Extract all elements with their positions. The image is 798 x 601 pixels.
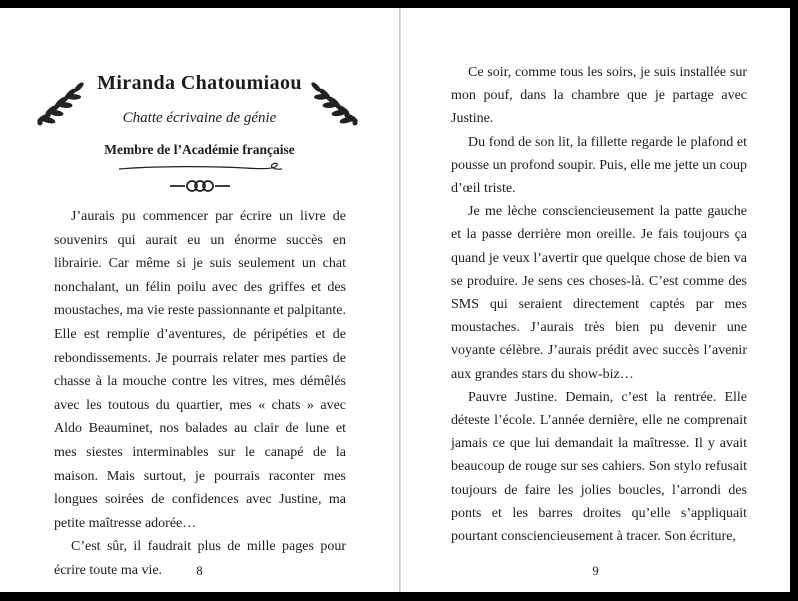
- paragraph: Je me lèche consciencieusement la patte gauche et la passe derrière mon oreille. Je fais toujours ça quand je veux l’avertir que quelque chose de bien va se produire. Je sens ces choses-là. C’est comme des SMS qui seraient directement captés par mes moustaches. J’aurais très bien pu devenir une voyante célèbre. J’aurais prédit avec succès l’avenir aux grandes stars du show-biz…: [451, 204, 747, 382]
- section-divider: [0, 177, 399, 200]
- letterbox-bottom: [0, 592, 798, 601]
- chapter-affiliation: Membre de l’Académie française: [104, 142, 295, 157]
- letterbox-right: [790, 0, 798, 601]
- right-page-text: [451, 61, 747, 548]
- paragraph: Pauvre Justine. Demain, c’est la rentrée. Elle déteste l’école. L’année dernière, elle ne comprenait jamais ce que lui demandait la maîtresse. Il y avait beaucoup de rouge sur ses cahiers. Son stylo refusait toujours de faire les jolies boucles, l’arrondi des ponts et les barres droites qu’elle s’appliquait pourtant consciencieusement à tracer. Son écriture,: [451, 389, 747, 545]
- coil-divider-icon: [168, 177, 232, 195]
- left-page: [0, 8, 399, 592]
- page-number-right: 9: [592, 564, 599, 578]
- book-spread: [0, 8, 790, 592]
- page-number-left: 8: [196, 564, 203, 578]
- letterbox-top: [0, 0, 798, 8]
- chapter-subtitle: Chatte écrivaine de génie: [122, 110, 277, 126]
- paragraph: Ce soir, comme tous les soirs, je suis installée sur mon pouf, dans la chambre que je partage avec Justine.: [451, 65, 747, 127]
- paragraph: C’est sûr, il faudrait plus de mille pages pour écrire toute ma vie.: [54, 539, 346, 578]
- paragraph: J’aurais pu commencer par écrire un livre de souvenirs qui aurait eu un énorme succès en librairie. Car même si je suis seulement un chat nonchalant, un félin poilu avec des griffes et des moustaches, ma vie reste passionnante et palpitante. Elle est remplie d’aventures, de péripéties et de rebondissements. Je pourrais relater mes parties de chasse à la mouche contre les vitres, mes démêlés avec les toutous du quartier, mes « chats » avec Aldo Beauminet, nos balades au clair de lune et mes siestes interminables sur le canapé de la maison. Mais surtout, je pourrais raconter mes longues soirées de confidences avec Justine, ma petite maîtresse adorée…: [54, 209, 346, 531]
- left-page-text: [54, 205, 346, 583]
- paragraph: Du fond de son lit, la fillette regarde le plafond et pousse un profond soupir. Puis, elle me jette un coup d’œil triste.: [451, 134, 747, 197]
- flourish-underline-icon: [115, 160, 285, 174]
- chapter-title: Miranda Chatoumiaou: [97, 72, 302, 94]
- right-page: [401, 8, 790, 592]
